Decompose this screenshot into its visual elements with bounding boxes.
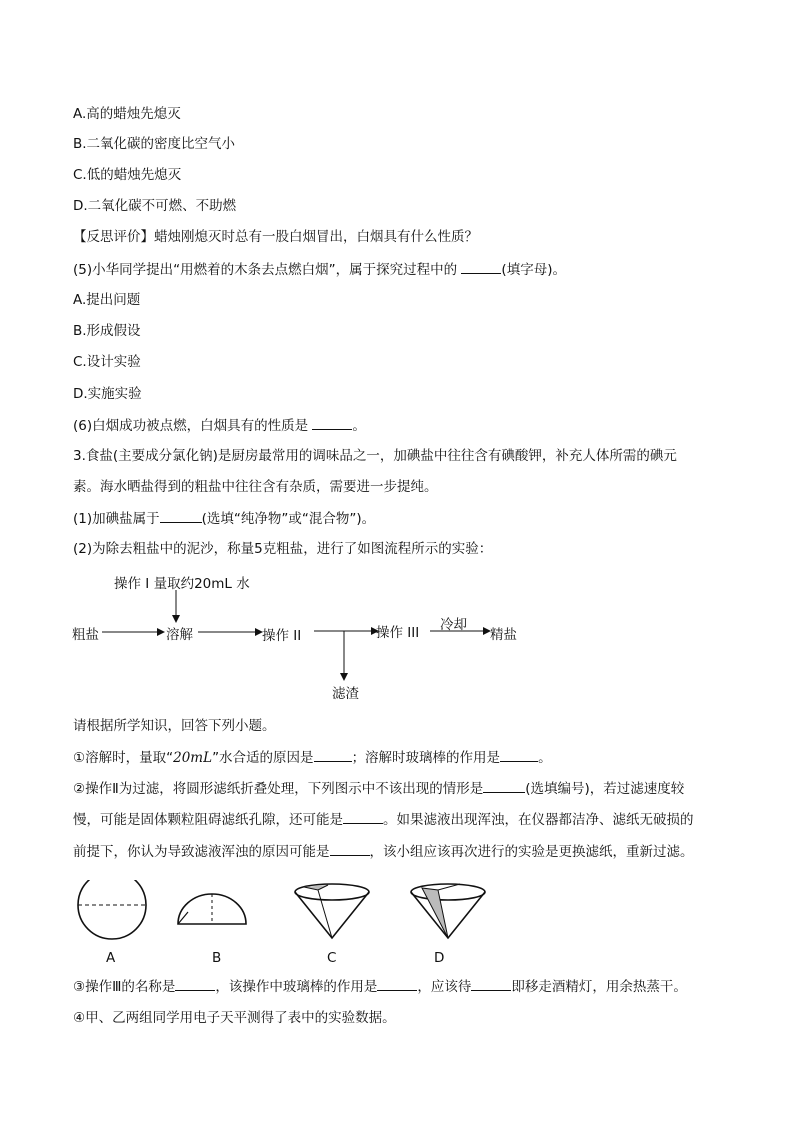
q5-option-d: D.实施实验 bbox=[73, 386, 142, 402]
question-6-suffix: 。 bbox=[352, 418, 366, 434]
sub3-text-4: 即移走酒精灯，用余热蒸干。 bbox=[511, 979, 687, 995]
flow-op2-label: 操作 II bbox=[262, 628, 302, 644]
q5-option-c: C.设计实验 bbox=[73, 354, 141, 370]
sub1-text: ①溶解时，量取“ bbox=[73, 750, 174, 766]
q3-part-2: (2)为除去粗盐中的泥沙，称量5克粗盐，进行了如图流程所示的实验： bbox=[73, 541, 493, 557]
figure-label-d: D bbox=[434, 950, 445, 966]
option-c: C.低的蜡烛先熄灭 bbox=[73, 167, 182, 183]
sub-question-2-line1 bbox=[73, 778, 684, 799]
question-5 bbox=[73, 259, 566, 280]
part-1-suffix: (选填“纯净物”或“混合物”)。 bbox=[201, 511, 376, 527]
answer-blank[interactable] bbox=[471, 976, 511, 991]
option-d: D.二氧化碳不可燃、不助燃 bbox=[73, 198, 237, 214]
question-5-suffix: (填字母)。 bbox=[501, 262, 566, 278]
sub-question-2-line3 bbox=[73, 841, 694, 862]
answer-blank[interactable] bbox=[175, 976, 215, 991]
figure-label-c: C bbox=[327, 950, 337, 966]
sub-question-4: ④甲、乙两组同学用电子天平测得了表中的实验数据。 bbox=[73, 1010, 396, 1026]
figure-label-a: A bbox=[106, 950, 116, 966]
answer-blank[interactable] bbox=[330, 841, 370, 856]
answer-blank[interactable] bbox=[377, 976, 417, 991]
figure-d-cone bbox=[411, 884, 485, 938]
q3-intro-line2: 素。海水晒盐得到的粗盐中往往含有杂质，需要进一步提纯。 bbox=[73, 479, 438, 495]
sub2-text-4: 。如果滤液出现浑浊，在仪器都洁净、滤纸无破损的 bbox=[383, 812, 694, 828]
flow-op1-label: 操作 I 量取约20mL 水 bbox=[114, 576, 250, 592]
sub-question-3 bbox=[73, 976, 687, 997]
option-b: B.二氧化碳的密度比空气小 bbox=[73, 136, 236, 152]
sub1-suffix: 。 bbox=[538, 750, 552, 766]
sub2-text-3: 慢，可能是固体颗粒阻碍滤纸孔隙，还可能是 bbox=[73, 812, 343, 828]
answer-blank[interactable] bbox=[461, 259, 501, 274]
instruction: 请根据所学知识，回答下列小题。 bbox=[73, 718, 276, 734]
sub2-text-6: ，该小组应该再次进行的实验是更换滤纸，重新过滤。 bbox=[369, 844, 694, 860]
question-5-text: (5)小华同学提出“用燃着的木条去点燃白烟”，属于探究过程中的 bbox=[73, 262, 458, 278]
q5-option-a: A.提出问题 bbox=[73, 292, 141, 308]
figure-c-cone bbox=[295, 884, 369, 938]
sub-question-1 bbox=[73, 747, 552, 768]
volume-value: 20mL bbox=[173, 750, 213, 766]
sub1-text-2: ”水合适的原因是 bbox=[212, 750, 314, 766]
sub3-text: ③操作Ⅲ的名称是 bbox=[73, 979, 176, 995]
question-6-text: (6)白烟成功被点燃，白烟具有的性质是 bbox=[73, 418, 309, 434]
flow-dissolve-label: 溶解 bbox=[166, 627, 193, 643]
q3-part-1 bbox=[73, 508, 375, 529]
q5-option-b: B.形成假设 bbox=[73, 323, 141, 339]
flow-cool-label: 冷却 bbox=[440, 617, 467, 633]
answer-blank[interactable] bbox=[314, 747, 352, 762]
sub2-text-5: 前提下，你认为导致滤液浑浊的原因可能是 bbox=[73, 844, 330, 860]
sub3-text-3: ，应该待 bbox=[417, 979, 472, 995]
filter-paper-figures bbox=[60, 880, 540, 980]
q3-intro-line1: 3.食盐(主要成分氯化钠)是厨房最常用的调味品之一，加碘盐中往往含有碘酸钾，补充人体所需的碘元 bbox=[73, 448, 677, 464]
figure-a-circle bbox=[78, 880, 146, 939]
figure-label-b: B bbox=[212, 950, 222, 966]
part-1-text: (1)加碘盐属于 bbox=[73, 511, 160, 527]
sub1-text-3: ；溶解时玻璃棒的作用是 bbox=[351, 750, 501, 766]
sub2-text: ②操作Ⅱ为过滤，将圆形滤纸折叠处理，下列图示中不该出现的情形是 bbox=[73, 781, 484, 797]
answer-blank[interactable] bbox=[483, 778, 525, 793]
answer-blank[interactable] bbox=[160, 508, 202, 523]
answer-blank[interactable] bbox=[343, 809, 383, 824]
sub-question-2-line2 bbox=[73, 809, 694, 830]
reflection-prompt: 【反思评价】蜡烛刚熄灭时总有一股白烟冒出，白烟具有什么性质？ bbox=[73, 229, 478, 245]
flow-start-label: 粗盐 bbox=[72, 627, 99, 643]
question-6 bbox=[73, 415, 366, 436]
flow-product-label: 精盐 bbox=[490, 627, 517, 643]
sub3-text-2: ，该操作中玻璃棒的作用是 bbox=[215, 979, 378, 995]
flow-diagram bbox=[60, 568, 620, 708]
answer-blank[interactable] bbox=[500, 747, 538, 762]
option-a: A.高的蜡烛先熄灭 bbox=[73, 106, 181, 122]
flow-residue-label: 滤渣 bbox=[332, 686, 359, 702]
sub2-text-2: (选填编号)，若过滤速度较 bbox=[525, 781, 685, 797]
flow-op3-label: 操作 III bbox=[376, 625, 420, 641]
answer-blank[interactable] bbox=[312, 415, 352, 430]
figure-b-half-circle bbox=[178, 894, 246, 924]
filter-paper-drawings bbox=[60, 880, 540, 980]
